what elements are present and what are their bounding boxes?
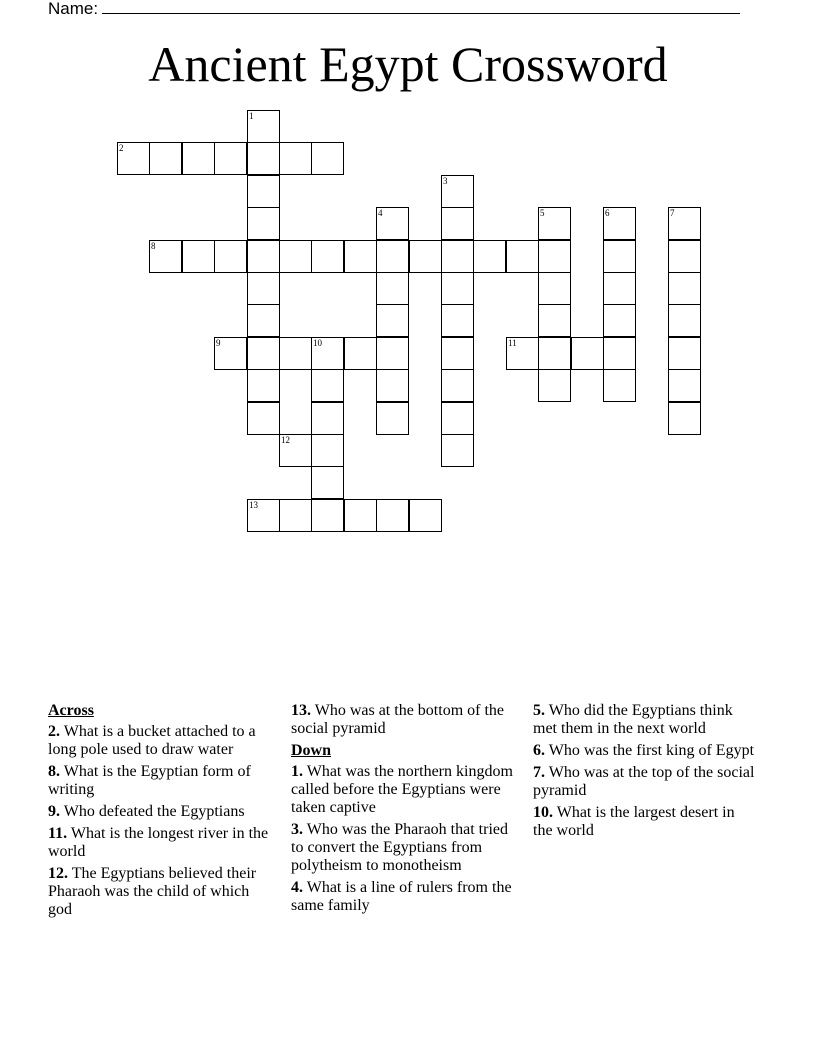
clue-number: 6 [605,208,610,218]
grid-cell[interactable] [279,434,312,467]
grid-cell[interactable] [247,272,280,305]
clue-item-number: 2. [48,723,60,740]
clue-item [48,763,270,799]
grid-cell[interactable] [376,369,409,402]
clue-item-text: What is the largest desert in the world [533,804,735,839]
grid-cell[interactable] [376,402,409,435]
grid-cell[interactable] [441,402,474,435]
grid-cell[interactable] [441,207,474,240]
clues-column-1 [48,702,270,923]
grid-cell[interactable] [311,369,344,402]
clue-number: 12 [281,435,290,445]
clue-item-number: 5. [533,702,545,719]
clue-item-number: 1. [291,763,303,780]
clue-item-text: Who was the Pharaoh that tried to convert the Egyptians from polytheism to monotheism [291,821,508,874]
grid-cell[interactable] [182,142,215,175]
grid-cell[interactable] [668,272,701,305]
grid-cell[interactable] [279,499,312,532]
grid-cell[interactable] [182,240,215,273]
clue-section-heading: Down [291,742,332,759]
clue-item [291,702,513,738]
grid-cell[interactable] [344,499,377,532]
grid-cell[interactable] [344,240,377,273]
grid-cell[interactable] [538,304,571,337]
grid-cell[interactable] [311,402,344,435]
clue-item [533,702,755,738]
name-label: Name: [48,0,99,18]
clue-item [533,764,755,800]
grid-cell[interactable] [214,142,247,175]
clue-item-text: What was the northern kingdom called before the Egyptians were taken captive [291,763,513,816]
clue-item [291,763,513,817]
grid-cell[interactable] [538,207,571,240]
grid-cell[interactable] [668,304,701,337]
grid-cell[interactable] [668,207,701,240]
grid-cell[interactable] [668,402,701,435]
grid-cell[interactable] [311,337,344,370]
clue-item [48,723,270,759]
grid-cell[interactable] [668,337,701,370]
grid-cell[interactable] [149,142,182,175]
clue-item-number: 9. [48,803,60,820]
grid-cell[interactable] [506,337,539,370]
clue-number: 10 [313,338,322,348]
clue-number: 2 [119,143,124,153]
grid-cell[interactable] [538,240,571,273]
grid-cell[interactable] [668,369,701,402]
grid-cell[interactable] [409,240,442,273]
clue-item-number: 3. [291,821,303,838]
clue-number: 8 [151,241,156,251]
page-title: Ancient Egypt Crossword [148,36,668,92]
grid-cell[interactable] [506,240,539,273]
grid-cell[interactable] [441,369,474,402]
grid-cell[interactable] [214,240,247,273]
grid-cell[interactable] [441,434,474,467]
clue-number: 4 [378,208,383,218]
clue-number: 9 [216,338,221,348]
clue-item-text: Who was at the top of the social pyramid [533,764,755,799]
clue-item-number: 10. [533,804,553,821]
clue-number: 13 [249,500,258,510]
grid-cell[interactable] [247,369,280,402]
clue-item-number: 7. [533,764,545,781]
clue-item-number: 4. [291,879,303,896]
grid-cell[interactable] [311,142,344,175]
clue-item-text: What is the longest river in the world [48,825,269,860]
clue-item [48,803,270,821]
grid-cell[interactable] [311,434,344,467]
grid-cell[interactable] [117,142,150,175]
grid-cell[interactable] [247,402,280,435]
grid-cell[interactable] [441,240,474,273]
clue-number: 5 [540,208,545,218]
grid-cell[interactable] [603,240,636,273]
grid-cell[interactable] [441,175,474,208]
grid-cell[interactable] [603,337,636,370]
grid-cell[interactable] [247,175,280,208]
grid-cell[interactable] [247,304,280,337]
grid-cell[interactable] [603,369,636,402]
grid-cell[interactable] [247,499,280,532]
clue-item-number: 13. [291,702,311,719]
grid-cell[interactable] [538,337,571,370]
grid-cell[interactable] [409,499,442,532]
grid-cell[interactable] [247,142,280,175]
clue-item-text: Who did the Egyptians think met them in the next world [533,702,733,737]
clue-item [533,742,755,760]
clue-item [48,865,270,919]
clue-item [291,821,513,875]
clue-item [291,879,513,915]
clue-item-text: The Egyptians believed their Pharaoh was the child of which god [48,865,257,918]
grid-cell[interactable] [538,369,571,402]
grid-cell[interactable] [376,304,409,337]
grid-cell[interactable] [473,240,506,273]
grid-cell[interactable] [441,272,474,305]
grid-cell[interactable] [247,110,280,143]
name-field [48,0,740,19]
grid-cell[interactable] [311,499,344,532]
grid-cell[interactable] [247,207,280,240]
grid-cell[interactable] [311,466,344,499]
grid-cell[interactable] [279,337,312,370]
grid-cell[interactable] [279,240,312,273]
grid-cell[interactable] [441,337,474,370]
grid-cell[interactable] [571,337,604,370]
grid-cell[interactable] [603,272,636,305]
clue-item-text: What is a line of rulers from the same family [291,879,512,914]
grid-cell[interactable] [376,207,409,240]
grid-cell[interactable] [376,240,409,273]
grid-cell[interactable] [247,240,280,273]
grid-cell[interactable] [376,337,409,370]
grid-cell[interactable] [247,337,280,370]
clue-item-text: Who was the first king of Egypt [548,742,755,759]
grid-cell[interactable] [311,240,344,273]
grid-cell[interactable] [603,207,636,240]
grid-cell[interactable] [214,337,247,370]
grid-cell[interactable] [668,240,701,273]
clue-item [533,804,755,840]
grid-cell[interactable] [441,304,474,337]
grid-cell[interactable] [279,142,312,175]
clues-column-3 [533,702,755,844]
grid-cell[interactable] [376,499,409,532]
clue-item-text: What is the Egyptian form of writing [48,763,251,798]
clues-column-2 [291,702,513,919]
name-blank-line[interactable] [102,0,740,14]
clue-number: 11 [508,338,517,348]
clue-item-text: Who defeated the Egyptians [63,803,245,820]
grid-cell[interactable] [149,240,182,273]
clue-item [48,825,270,861]
clue-item-text: What is a bucket attached to a long pole used to draw water [48,723,256,758]
grid-cell[interactable] [344,337,377,370]
clue-item-number: 11. [48,825,68,842]
clue-number: 7 [670,208,675,218]
clue-item-text: Who was at the bottom of the social pyramid [291,702,505,737]
clue-item-number: 6. [533,742,545,759]
clue-section-heading: Across [48,702,94,719]
clue-item-number: 12. [48,865,68,882]
clue-item-number: 8. [48,763,60,780]
clue-number: 1 [249,111,254,121]
grid-cell[interactable] [376,272,409,305]
grid-cell[interactable] [603,304,636,337]
grid-cell[interactable] [538,272,571,305]
clue-number: 3 [443,176,448,186]
